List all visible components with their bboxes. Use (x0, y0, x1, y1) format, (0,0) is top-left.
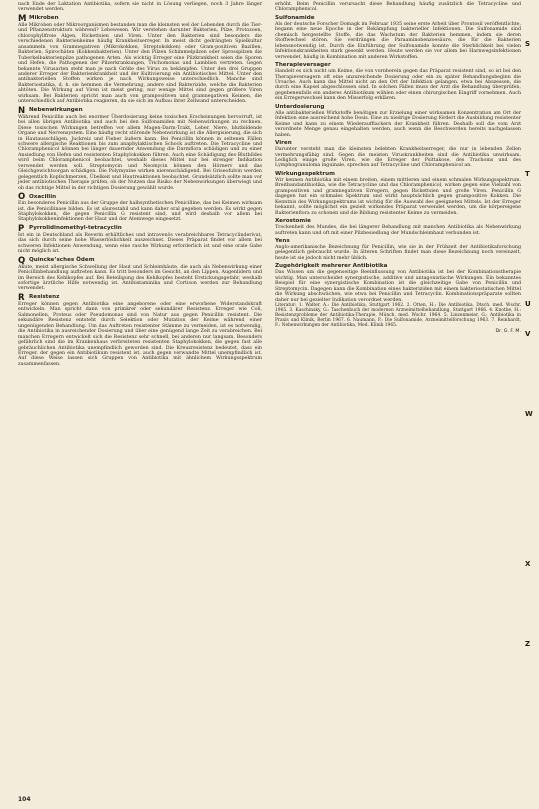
entry-text: Ist ein in Deutschland als Reverin erhältliches und intravenös verabreichbares Tetracyclinderivat, das sich durch seine hohe Wasserlöslichkeit auszeichnet. Dieses Präparat findet vor allem bei schweren Infektionen Anwendung, wenn eine rasche Wirkung erforderlich ist und eine orale Gabe nicht möglich ist. (18, 232, 262, 255)
entry-heading: Resistenz (29, 294, 60, 301)
glossary-entry (275, 140, 521, 169)
glossary-entry (275, 238, 521, 261)
margin-letter: Z (525, 640, 531, 648)
entry-header (18, 257, 262, 265)
entry-header (275, 140, 521, 147)
entry-header (275, 238, 521, 245)
entry-heading: Yens (275, 237, 290, 244)
entry-text: nach Ende der Laktation Antibiotika, sofern sie nicht in Lösung verliegen, noch 3 Jahre länger verwendet werden. (18, 2, 262, 13)
entry-header (275, 171, 521, 178)
entry-text: Erreger können gegen Antibiotika eine angeborene oder eine erworbene Widerstandskraft entwickeln. Man spricht dann von primärer oder sekundärer Resistenz. Erreger wie Coli, Salmonellen, Proteus oder Pseudomonas sind von Natur aus gegen Penicillin resistent. Die sekundäre Resistenz entsteht durch Selektion oder Mutation der Keime während einer ungenügenden Behandlung. Um das Auftreten resistenter Stämme zu vermeiden, ist es notwendig, die Antibiotika in ausreichender Dosierung und über eine genügend lange Zeit zu verabreichen. Bei manchen Erregern entwickelt sich die Resistenz sehr schnell, bei anderen nur langsam. Besonders gefährlich sind die im Krankenhaus verbreiteten resistenten Staphylokokken, die gegen fast alle gebräuchlichen Antibiotika unempfindlich geworden sind. Die Kreuzresistenz bedeutet, dass ein Erreger, der gegen ein Antibiotikum resistent ist, auch gegen verwandte Mittel unempfindlich ist. Auf diese Weise lassen sich Gruppen von Antibiotika mit ähnlichem Wirkungsspektrum zusammenfassen. (18, 301, 262, 367)
margin-letter: S (525, 40, 531, 48)
glossary-entry (275, 62, 521, 102)
entry-text: Ein besonderes Penicillin aus der Gruppe der halbsynthetischen Penicilline, das bei Keimen wirksam ist, die Penicillinase bilden. Es ist säurestabil und kann daher oral gegeben werden. Es wirkt gegen Staphylokokken, die gegen Penicillin G resistent sind, und wird deshalb vor allem bei Staphylokokkeninfektionen der Haut und der Atemwege eingesetzt. (18, 201, 262, 223)
literature-list: Literatur: 1. Walter, A.: Die Antibiotika, Stuttgart 1962. 2. Otten, H.: Die Antibiotika, Dtsch. med. Wschr. 1965. 3. Kuschinsky, G.: Taschenbuch der modernen Arzneimittelbehandlung, Stuttgart 1966. 4. Knothe, H.: Resistenzprobleme der Antibiotika-Therapie, Münch. med. Wschr. 1964. 5. Linzenmeier, G.: Antibiotika in Praxis und Klinik, Berlin 1967. 6. Naumann, P.: Die Sulfonamide, Arzneimittelforschung 1963. 7. Reinhardt, F.: Nebenwirkungen der Antibiotika, Med. Klinik 1965. (275, 303, 521, 329)
entry-header (275, 15, 521, 22)
entry-text: erhöht. Beim Penicillin verursacht diese Behandlung häufig zusätzlich die Tetracycline und Chloramphenicol. (275, 2, 521, 13)
section-letter: R (18, 292, 25, 303)
entry-heading: Unterdosierung (275, 103, 325, 110)
margin-letter: X (525, 560, 531, 568)
entry-text: Alle Mikroben oder Mikroorganismen bestanden man die kleinsten wel der Lebenden durch die Tier- und Pflanzenstrukturs während? Lebewesen. Wir verstehen darunter Bakterien, Pilze, Protozoen, chlorophyllfreie Algen, Rickettsien und Viren. Unter den Bakterien sind besonders die verschiedenen Bakterienkeime häufig Krankheitserreger. In meist dicht gedrängten Spielkultur ansammeln von Gramnegativen (Mikrokokken, Streptokokken) oder Gram-positiven Bazillen, Bakterien, Spirochäten (Kokkenbakterien). Unter den Pilzen Schimmelpilzen oder Sprosspilzen die Tuberkelbakterienpilze pathogenen Arten. Als wichtig Erreger eine Pilzkrankheit seien die Sporen und Hefen, die Pathogenen der Pilzerkrankungen, Trichomonas und Lamblien vertreten. Gegen bekannte Virusarten steht man je nach Größe des Virus zu bekämpfen. Unter den drei Gruppen anderer Erreger der Bakterienkrankheit und der Kultivierung ein Antibiotisches Mittel. Unter den antibakteriellen Stoffen wirken je nach Wirkungsweise unterschiedlich. Manche sind Bakteriostatika, d. h. sie hemmen die Vermehrung, andere sind Bakterizide, welche die Bakterien abtöten. Die Wirkung auf Viren ist meist gering, nur wenige Mittel sind gegen größere Viren wirksam. Bei Bakterien spricht man auch von grampositiven und gramnegativen Keimen, die unterschiedlich auf Antibiotika reagieren, da sie sich im Aufbau ihrer Zellwand unterscheiden. (18, 22, 262, 105)
entry-header (18, 15, 262, 23)
margin-letter: W (525, 410, 533, 418)
entry-heading: Nebenwirkungen (29, 107, 83, 114)
glossary-entry (18, 294, 262, 367)
left-column (18, 2, 262, 367)
entry-header (275, 218, 521, 225)
entry-header (18, 225, 262, 233)
entry-heading: Therapieversager (275, 62, 331, 69)
entry-text: Akute, meist allergische Schwellung der Haut und Schleimhäute, die auch als Nebenwirkung einer Penicillinbehandlung auftreten kann. Es tritt besonders im Gesicht, an den Lippen, Augenlidern und im Bereich des Kehlkopfes auf. Bei Beteiligung des Kehlkopfes besteht Erstickungsgefahr, weshalb sofortige ärztliche Hilfe notwendig ist. Antihistaminika und Cortison werden zur Behandlung verwendet. (18, 264, 262, 292)
section-letter: Q (18, 255, 26, 266)
entry-heading: Wirkungsspektrum (275, 170, 335, 177)
entry-heading: Pyrrolidinomethyl-tetracyclin (29, 225, 122, 232)
entry-text: Das Wissen um die gegenseitige Beeinflussung von Antibiotika ist bei der Kombinationstherapie wichtig. Man unterscheidet synergistische, additive und antagonistische Wirkungen. Ein bekanntes Beispiel für eine synergistische Kombination ist die gleichzeitige Gabe von Penicillin und Streptomycin. Dagegen kann die Kombination eines bakteriziden mit einem bakteriostatischen Mittel die Wirkung abschwächen, wie etwa bei Penicillin und Tetracyclin. Kombinationspräparate sollten daher nur bei gezielter Indikation verordnet werden. (275, 270, 521, 303)
section-letter: N (18, 105, 26, 116)
glossary-entry (18, 107, 262, 191)
right-column (275, 2, 521, 335)
entry-header (18, 193, 262, 201)
entry-heading: Viren (275, 140, 292, 147)
entry-header (18, 294, 262, 302)
section-letter: P (18, 223, 25, 234)
glossary-entry (275, 263, 521, 303)
entry-heading: Mikroben (29, 15, 59, 22)
entry-text: Alle antibakteriellen Wirkstoffe benötigen zur Erzielung einer wirksamen Konzentration am Ort der Infektion eine ausreichend hohe Dosis. Eine zu niedrige Dosierung fördert die Ausbildung resistenter Keime und kann zu einem Wiederaufflackern der Krankheit führen. Deshalb soll die vom Arzt verordnete Menge genau eingehalten werden, auch wenn die Beschwerden bereits nachgelassen haben. (275, 110, 521, 138)
entry-heading: Zugehörigkeit mehrerer Antibiotika (275, 263, 388, 270)
glossary-entry (18, 15, 262, 105)
page-number: 104 (18, 796, 31, 803)
section-letter: M (18, 13, 27, 24)
entry-header (18, 107, 262, 115)
author-signature: Dr. G. F. M. (495, 329, 521, 335)
glossary-entry (275, 2, 521, 13)
entry-heading: Oxacillin (29, 193, 57, 200)
entry-text: Trockenheit des Mundes, die bei längerer Behandlung mit manchen Antibiotika als Nebenwirkung auftreten kann und oft mit einer Pilzbesiedlung der Mundschleimhaut verbunden ist. (275, 225, 521, 236)
glossary-entry (275, 171, 521, 216)
entry-text: Während Penicillin auch bei enormer Überdosierung keine toxischen Erscheinungen hervorruft, ist bei allen übrigen Antibiotika und auch bei den Sulfonamiden mit Nebenwirkungen zu rechnen. Diese toxischen Wirkungen betreffen vor allem Magen-Darm-Trakt, Leber, Niere, blutbildende Organe und Nervensystem. Eine häufig recht störende Nebenwirkung ist die Allergisierung, die sich in Hautausschlägen, Juckreiz und Fieber äußern kann. Bei Penicillin können in seltenen Fällen schwere allergische Reaktionen bis zum anaphylaktischen Schock auftreten. Die Tetracycline und Chloramphenicol können bei länger dauernder Anwendung die Darmflora schädigen und zu einer Ansiedlung von Hefen und resistenten Staphylokokken führen. Auch eine Schädigung des Blutbildes wird beim Chloramphenicol beobachtet, weshalb dieses Mittel nur bei strenger Indikation verwendet werden soll. Streptomycin und Neomycin können den Hörnerv und das Gleichgewichtsorgan schädigen. Die Polymyxine wirken nierenschädigend. Bei Griseofulvin werden gelegentlich Kopfschmerzen, Übelkeit und Hautreaktionen beobachtet. Grundsätzlich sollte man vor jeder antibiotischen Therapie prüfen, ob der Nutzen das Risiko der Nebenwirkungen überwiegt und ob das richtige Mittel in der richtigen Dosierung gewählt wurde. (18, 114, 262, 191)
entry-heading: Quincke’sches Ödem (29, 257, 95, 264)
entry-text: Anglo-amerikanische Bezeichnung für Penicillin, wie sie in der Frühzeit der Antibiotikaforschung gelegentlich gebraucht wurde. In älteren Schriften findet man diese Bezeichnung noch vereinzelt, heute ist sie jedoch nicht mehr üblich. (275, 244, 521, 261)
entry-text: Wir kennen Antibiotika mit einem breiten, einem mittleren und einem schmalen Wirkungsspektrum. Breitbandantibiotika, wie die Tetracycline und das Chloramphenicol, wirken gegen eine Vielzahl von grampositiven und gramnegativen Erregern, gegen Rickettsien und große Viren. Penicillin G dagegen hat ein schmales Spektrum und wirkt hauptsächlich gegen grampositive Kokken. Die Kenntnis des Wirkungsspektrums ist wichtig für die Auswahl des geeigneten Mittels. Ist der Erreger bekannt, sollte möglichst ein gezielt wirkendes Präparat verwendet werden, um die körpereigene Bakterienflora zu schonen und die Bildung resistenter Keime zu vermeiden. (275, 177, 521, 216)
glossary-entry (18, 193, 262, 223)
glossary-entry (275, 104, 521, 138)
entry-header (275, 104, 521, 111)
entry-text: Darunter versteht man die kleinsten belebten Krankheitserreger, die nur in lebenden Zellen vermehrungsfähig sind. Gegen die meisten Viruskrankheiten sind die Antibiotika unwirksam. Lediglich einige große Viren, wie die Erreger der Psittakose, des Trachoms und des Lymphogranuloma inguinale, sprechen auf Tetracycline und Chloramphenicol an. (275, 147, 521, 169)
margin-letter: U (525, 300, 531, 308)
section-letter: O (18, 192, 26, 203)
entry-text: Als der deutsche Forscher Domagk im Februar 1935 seine erste Arbeit über Prontosil veröffentlichte, begann eine neue Epoche in der Bekämpfung bakterieller Infektionen. Die Sulfonamide sind chemisch hergestellte Stoffe, die das Wachstum der Bakterien hemmen, indem sie deren Stoffwechsel stören. Sie verdrängen die Paraaminobenzoesäure, die für die Bakterien lebensnotwendig ist. Durch die Einführung der Sulfonamide konnte die Sterblichkeit bei vielen Infektionskrankheiten stark gesenkt werden. Heute werden sie vor allem bei Harnwegsinfektionen verwendet, häufig in Kombination mit anderen Wirkstoffen. (275, 21, 521, 60)
margin-letter: T (525, 170, 530, 178)
glossary-entry (18, 257, 262, 292)
entry-text: Handelt es sich nicht um Keime, die von vornherein gegen das Präparat resistent sind, so ist bei den Therapieversagern oft eine unzureichende Dosierung oder ein zu später Behandlungsbeginn die Ursache. Auch kann das Mittel nicht an den Ort der Infektion gelangen, etwa bei Abszessen, die durch eine Kapsel abgeschlossen sind. In solchen Fällen muss der Arzt die Behandlung überprüfen, gegebenenfalls ein anderes Antibiotikum wählen oder einen chirurgischen Eingriff vornehmen. Auch ein Erregerwechsel kann den Misserfolg erklären. (275, 69, 521, 102)
entry-heading: Sulfonamide (275, 14, 315, 21)
glossary-entry (275, 218, 521, 236)
glossary-entry (18, 225, 262, 255)
entry-heading: Xerostomie (275, 218, 311, 225)
glossary-entry (275, 15, 521, 60)
glossary-entry (18, 2, 262, 13)
margin-letter: V (525, 330, 531, 338)
glossary-entry (275, 303, 521, 328)
